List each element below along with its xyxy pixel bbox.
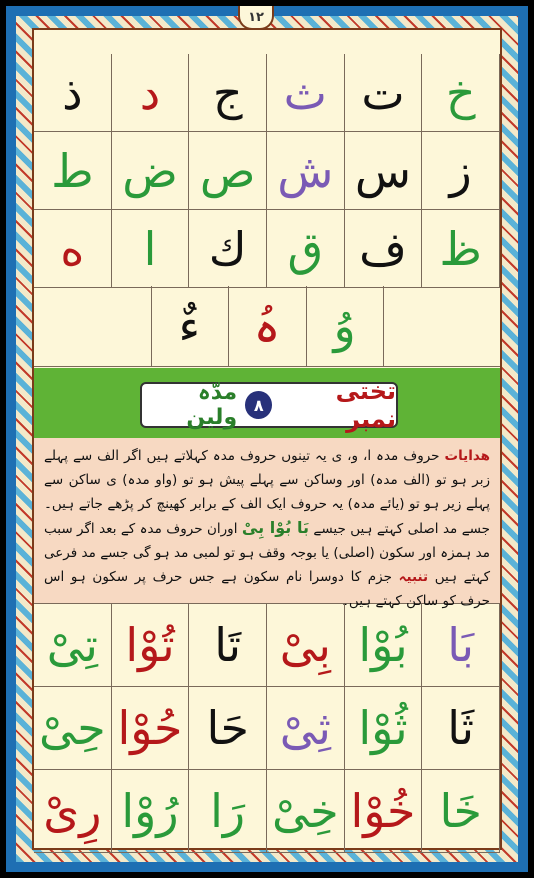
warning-label: تنبیہ bbox=[398, 569, 429, 585]
letter-cell: خَا bbox=[422, 770, 500, 853]
instructions-box bbox=[34, 438, 500, 609]
letter-cell: ش bbox=[267, 132, 345, 210]
letter-cell: ه bbox=[34, 210, 112, 288]
letter-cell: ثِیْ bbox=[267, 687, 345, 770]
instructions-text-2: اوران حروف مدہ کے بعد اگر سبب مد ہمزہ اور سکون (اصلی) یا بوجہ وقف ہو تو لمبی مد ہو گی جسے مد فرعی کہتے ہیں bbox=[44, 521, 490, 585]
letter-cell: ق bbox=[267, 210, 345, 288]
letter-cell: ظ bbox=[422, 210, 500, 288]
letter-cell: خِیْ bbox=[267, 770, 345, 853]
letter-cell: ض bbox=[112, 132, 190, 210]
letter-cell: ج bbox=[189, 54, 267, 132]
instructions-example: بَا بُوْا بِیْ bbox=[241, 518, 309, 537]
letter-cell: حُوْا bbox=[112, 687, 190, 770]
letter-cell: د bbox=[112, 54, 190, 132]
letter-cell: بَا bbox=[422, 604, 500, 687]
letter-cell: ا bbox=[112, 210, 190, 288]
warning-text: جزم کا دوسرا نام سکون ہے جس حرف پر سکون ہو اس حرف کو ساکن کہتے ہیں۔ bbox=[44, 569, 490, 609]
letter-cell: ف bbox=[345, 210, 423, 288]
letter-cell: خُوْا bbox=[345, 770, 423, 853]
page-number: ۱۲ bbox=[238, 6, 274, 30]
letter-cell: ث bbox=[267, 54, 345, 132]
letter-cell: رِیْ bbox=[34, 770, 112, 853]
letter-cell: ذ bbox=[34, 54, 112, 132]
letter-cell: حَا bbox=[189, 687, 267, 770]
instructions-text-1: حروف مدہ ا، و، ی یہ تینوں حروف مدہ کہلاتے ہیں اگر الف سے پہلے زبر ہو تو (الف مدہ) اور وساکن سے پہلے پیش ہو تو (واو مدہ) ی ساکن سے پہلے زیر ہو تو (یائے مدہ) یہ حروف ایک الف کے برابر کھینچ کر پڑھے جاتے ہیں۔ جسے مد اصلی کہتے ہیں جیسے bbox=[44, 448, 491, 537]
letter-cell: ت bbox=[345, 54, 423, 132]
lesson-title: تختی نمبر bbox=[335, 377, 396, 433]
empty-cell bbox=[34, 286, 152, 366]
letter-cell: رَا bbox=[189, 770, 267, 853]
letter-cell: ثَا bbox=[422, 687, 500, 770]
letter-cell: بُوْا bbox=[345, 604, 423, 687]
letter-cell: تُوْا bbox=[112, 604, 190, 687]
letter-cell: ك bbox=[189, 210, 267, 288]
page-background bbox=[6, 6, 528, 872]
letter-cell: ہُ bbox=[228, 286, 307, 366]
content-area bbox=[32, 28, 502, 850]
lesson-title-box bbox=[140, 377, 398, 433]
letter-cell: خ bbox=[422, 54, 500, 132]
letter-cell: ز bbox=[422, 132, 500, 210]
instructions-label: ھدایات bbox=[444, 448, 491, 464]
letters-bottom-grid bbox=[34, 604, 500, 853]
letter-cell: تِیْ bbox=[34, 604, 112, 687]
letter-cell: بِیْ bbox=[267, 604, 345, 687]
letter-cell: وُ bbox=[306, 286, 385, 366]
lesson-banner bbox=[34, 368, 500, 438]
letters-top-grid bbox=[34, 54, 500, 288]
letters-row-4 bbox=[34, 286, 500, 367]
letter-cell: س bbox=[345, 132, 423, 210]
letter-cell: ط bbox=[34, 132, 112, 210]
letter-cell: تَا bbox=[189, 604, 267, 687]
letter-cell: ص bbox=[189, 132, 267, 210]
letter-cell: رُوْا bbox=[112, 770, 190, 853]
letter-cell: حِیْ bbox=[34, 687, 112, 770]
lesson-subtitle: مدّہ ولین bbox=[186, 380, 238, 430]
lesson-number-badge: ۸ bbox=[245, 391, 272, 419]
letter-cell: ءٌ bbox=[151, 286, 230, 366]
letter-cell: ثُوْا bbox=[345, 687, 423, 770]
